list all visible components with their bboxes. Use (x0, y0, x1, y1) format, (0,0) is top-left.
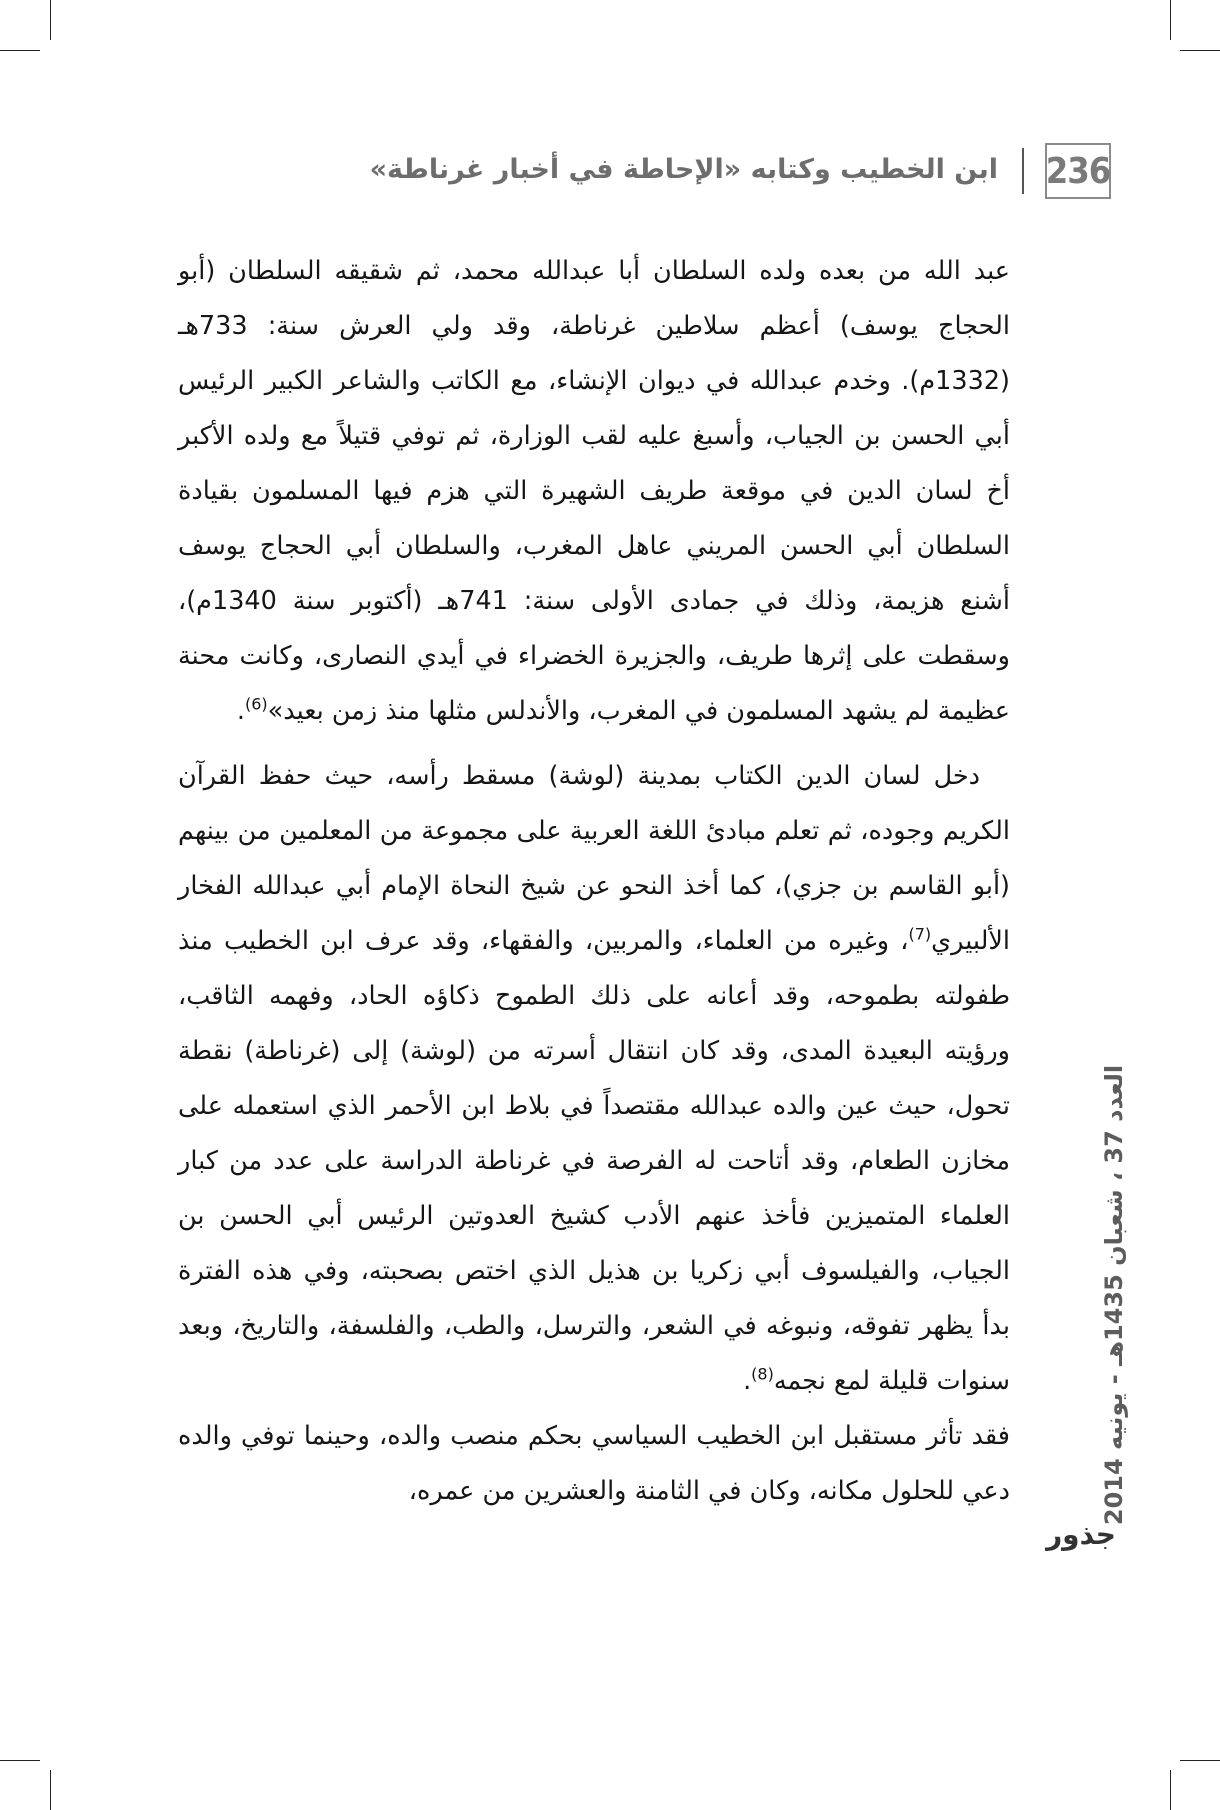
paragraph-text: فقد تأثر مستقبل ابن الخطيب السياسي بحكم منصب والده، وحينما توفي والده دعي للحلول مكانه، وكان في الثامنة والعشرين من عمره، (178, 1421, 1010, 1506)
journal-logo: جذور (1046, 1517, 1116, 1551)
page-number: 236 (1045, 143, 1111, 199)
issue-info-text: العدد 37 ، شعبان 1435هـ - يونيه 2014 (1100, 1064, 1128, 1526)
crop-mark (0, 1760, 40, 1761)
paragraph (178, 1409, 1010, 1519)
paragraph-text: عبد الله من بعده ولده السلطان أبا عبدالله محمد، ثم شقيقه السلطان (أبو الحجاج يوسف) أعظم سلاطين غرناطة، وقد ولي العرش سنة: 733هـ (1332م). وخدم عبدالله في ديوان الإنشاء، مع الكاتب والشاعر الكبير الرئيس أبي الحسن بن الجياب، وأسبغ عليه لقب الوزارة، ثم توفي قتيلاً مع ولده الأكبر أخ لسان الدين في موقعة طريف الشهيرة التي هزم فيها المسلمون بقيادة السلطان أبي الحسن المريني عاهل المغرب، والسلطان أبي الحجاج يوسف أشنع هزيمة، وذلك في جمادى الأولى سنة: 741هـ (أكتوبر سنة 1340م)، وسقطت على إثرها طريف، والجزيرة الخضراء في أيدي النصارى، وكانت محنة عظيمة لم يشهد المسلمون في المغرب، والأندلس مثلها منذ زمن بعيد» (178, 256, 1010, 726)
header-divider (1022, 148, 1024, 194)
crop-mark (50, 1770, 51, 1810)
crop-mark (1170, 1770, 1171, 1810)
crop-mark (0, 50, 40, 51)
footnote-ref: (7) (908, 924, 932, 944)
issue-info (1094, 1064, 1134, 1526)
footnote-ref: (6) (244, 694, 268, 714)
paragraph (178, 749, 1010, 1409)
article-body (178, 244, 1010, 1519)
crop-mark (1170, 0, 1171, 40)
paragraph-text: دخل لسان الدين الكتاب بمدينة (لوشة) مسقط رأسه، حيث حفظ القرآن الكريم وجوده، ثم تعلم مبادئ اللغة العربية على مجموعة من المعلمين من بينهم (أبو القاسم بن جزي)، كما أخذ النحو عن شيخ النحاة الإمام أبي عبدالله الفخار الألبيري (178, 761, 1010, 956)
punctuation: . (236, 696, 245, 726)
footnote-ref: (8) (751, 1364, 774, 1384)
paragraph (178, 244, 1010, 739)
paragraph-text: ، وغيره من العلماء، والمربين، والفقهاء، وقد عرف ابن الخطيب منذ طفولته بطموحه، وقد أعانه على ذلك الطموح ذكاؤه الحاد، وفهمه الثاقب، ورؤيته البعيدة المدى، وقد كان انتقال أسرته من (لوشة) إلى (غرناطة) نقطة تحول، حيث عين والده عبدالله مقتصداً في بلاط ابن الأحمر الذي استعمله على مخازن الطعام، وقد أتاحت له الفرصة في غرناطة الدراسة على عدد من كبار العلماء المتميزين فأخذ عنهم الأدب كشيخ العدوتين الرئيس أبي الحسن بن الجياب، والفيلسوف أبي زكريا بن هذيل الذي اختص بصحبته، وفي هذه الفترة بدأ يظهر تفوقه، ونبوغه في الشعر، والترسل، والطب، والفلسفة، والتاريخ، وبعد سنوات قليلة لمع نجمه (178, 926, 1010, 1396)
running-header-title: ابن الخطيب وكتابه «الإحاطة في أخبار غرناطة» (369, 154, 998, 185)
punctuation: . (743, 1366, 752, 1396)
crop-mark (50, 0, 51, 40)
crop-mark (1180, 50, 1220, 51)
crop-mark (1180, 1760, 1220, 1761)
